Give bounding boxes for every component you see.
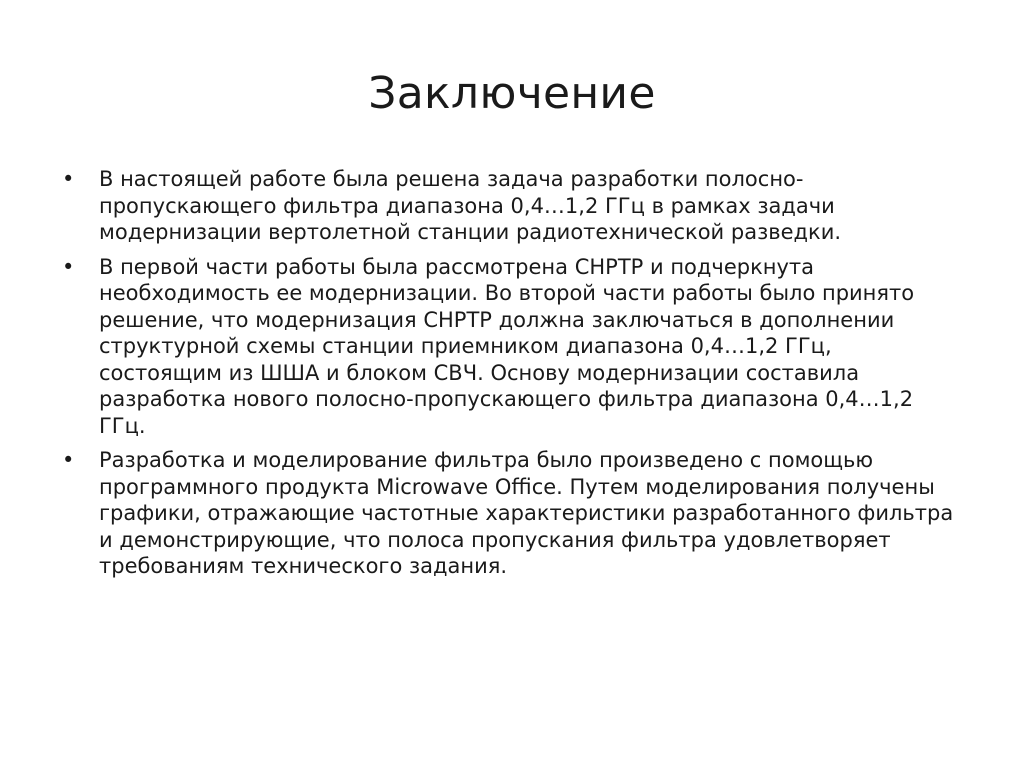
- bullet-list: [60, 166, 960, 588]
- list-item: [60, 254, 960, 440]
- list-item: [60, 166, 960, 246]
- bullet-icon: •: [62, 254, 75, 279]
- bullet-text: В первой части работы была рассмотрена СНРТР и подчеркнута необходимость ее модернизации. Во второй части работы было принято решение, что модернизация СНРТР должна заключаться в дополнении структурной схемы станции приемником диапазона 0,4…1,2 ГГц, состоящим из ШША и блоком СВЧ. Основу модернизации составила разработка нового полосно-пропускающего фильтра диапазона 0,4…1,2 ГГц.: [99, 254, 915, 438]
- slide-title: Заключение: [368, 68, 656, 119]
- list-item: [60, 447, 960, 580]
- bullet-text: Разработка и моделирование фильтра было произведено с помощью программного продукта Microwave Office. Путем моделирования получены графики, отражающие частотные характеристики разработанного фильтра и демонстрирующие, что полоса пропускания фильтра удовлетворяет требованиям технического задания.: [99, 448, 954, 578]
- bullet-icon: •: [62, 167, 75, 191]
- bullet-icon: •: [62, 448, 75, 472]
- bullet-text: В настоящей работе была решена задача разработки полосно-пропускающего фильтра диапазона 0,4…1,2 ГГц в рамках задачи модернизации вертолетной станции радиотехнической разведки.: [99, 167, 842, 244]
